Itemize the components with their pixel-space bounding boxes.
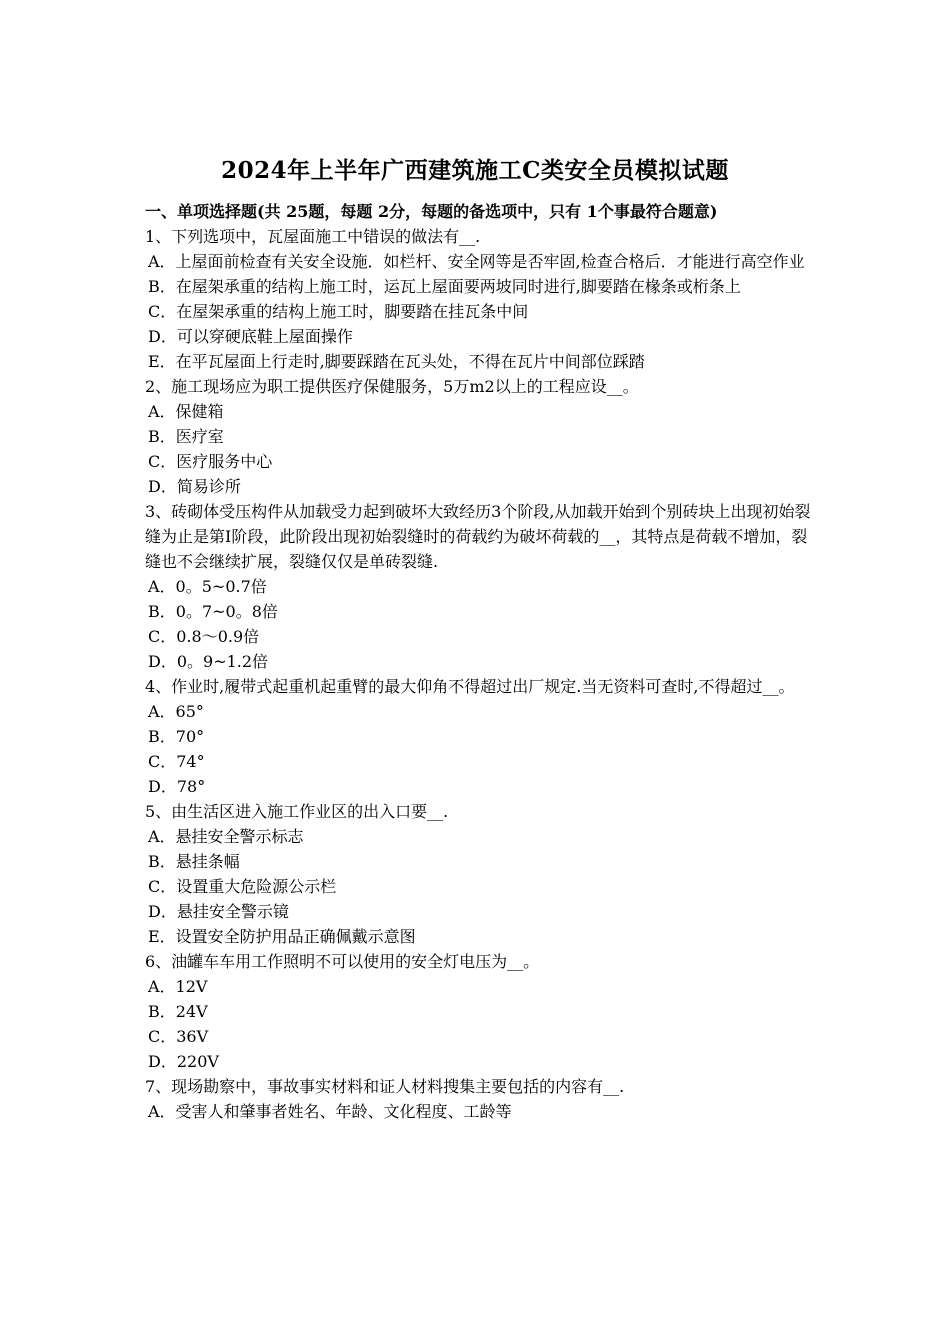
question-stem: 1、下列选项中，瓦屋面施工中错误的做法有__.	[145, 227, 481, 246]
question-option: B．医疗室	[148, 427, 224, 446]
question-option: D．220V	[148, 1052, 219, 1071]
question-option: A．12V	[148, 977, 208, 996]
question-option: A．受害人和肇事者姓名、年龄、文化程度、工龄等	[148, 1102, 512, 1121]
question-stem: 7、现场勘察中，事故事实材料和证人材料搜集主要包括的内容有__.	[145, 1077, 625, 1096]
question-stem: 3、砖砌体受压构件从加载受力起到破坏大致经历3个阶段,从加载开始到个别砖块上出现初始裂缝为止是第Ⅰ阶段，此阶段出现初始裂缝时的荷载约为破坏荷载的__，其特点是荷载不增加，裂缝也不会继续扩展，裂缝仅仅是单砖裂缝.	[145, 502, 811, 571]
question-stem: 5、由生活区进入施工作业区的出入口要__.	[145, 802, 449, 821]
question-option: A．悬挂安全警示标志	[148, 827, 304, 846]
document-body	[145, 199, 813, 1124]
question-option: D．可以穿硬底鞋上屋面操作	[148, 327, 353, 346]
section-heading: 一、单项选择题(共 25题，每题 2分，每题的备选项中，只有 1个事最符合题意)	[145, 202, 718, 221]
question-option: B．悬挂条幅	[148, 852, 240, 871]
question-option: A．上屋面前检查有关安全设施．如栏杆、安全网等是否牢固,检查合格后．才能进行高空作业	[148, 252, 805, 271]
question-option: C．医疗服务中心	[148, 452, 273, 471]
question-option: D．78°	[148, 777, 206, 796]
question-option: C．设置重大危险源公示栏	[148, 877, 337, 896]
question-option: C．0.8～0.9倍	[148, 627, 260, 646]
question-option: C．在屋架承重的结构上施工时，脚要踏在挂瓦条中间	[148, 302, 529, 321]
question-option: C．36V	[148, 1027, 209, 1046]
document-title: 2024年上半年广西建筑施工C类安全员模拟试题	[221, 157, 729, 184]
question-option: B．24V	[148, 1002, 208, 1021]
question-option: B．在屋架承重的结构上施工时，运瓦上屋面要两坡同时进行,脚要踏在椽条或桁条上	[148, 277, 741, 296]
question-option: D．悬挂安全警示镜	[148, 902, 289, 921]
question-option: A．0。5~0.7倍	[148, 577, 267, 596]
question-option: A．保健箱	[148, 402, 224, 421]
question-option: B．0。7~0。8倍	[148, 602, 278, 621]
question-option: C．74°	[148, 752, 205, 771]
question-stem: 2、施工现场应为职工提供医疗保健服务，5万m2以上的工程应设__。	[145, 377, 639, 396]
question-stem: 4、作业时,履带式起重机起重臂的最大仰角不得超过出厂规定.当无资料可查时,不得超过__。	[145, 677, 795, 696]
question-stem: 6、油罐车车用工作照明不可以使用的安全灯电压为__。	[145, 952, 540, 971]
question-option: D．简易诊所	[148, 477, 241, 496]
question-option: A．65°	[148, 702, 204, 721]
question-option: D．0。9~1.2倍	[148, 652, 269, 671]
question-option: E．在平瓦屋面上行走时,脚要踩踏在瓦头处，不得在瓦片中间部位踩踏	[148, 352, 645, 371]
question-option: B．70°	[148, 727, 205, 746]
question-option: E．设置安全防护用品正确佩戴示意图	[148, 927, 416, 946]
